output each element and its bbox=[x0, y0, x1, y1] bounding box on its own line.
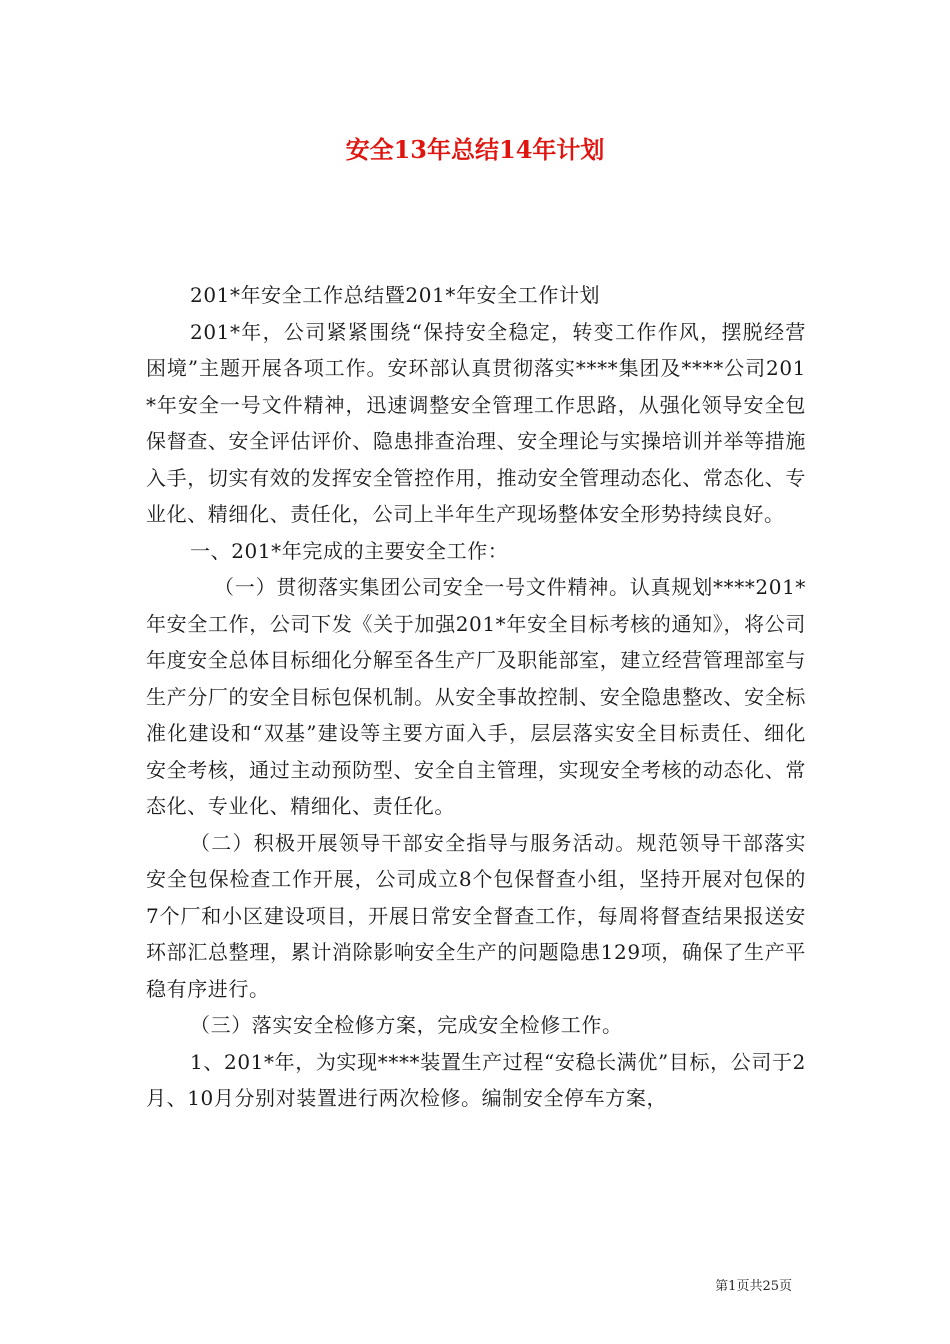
subtitle-paragraph: 201*年安全工作总结暨201*年安全工作计划 bbox=[190, 283, 601, 307]
document-body bbox=[146, 277, 806, 1117]
section-item-3-1: 1、201*年，为实现****装置生产过程“安稳长满优”目标，公司于2月、10月分别对装置进行两次检修。编制安全停车方案， bbox=[146, 1049, 806, 1110]
section-heading: 一、201*年完成的主要安全工作： bbox=[190, 538, 509, 563]
page-number: 第1页共25页 bbox=[715, 1279, 792, 1294]
document-title: 安全13年总结14年计划 bbox=[345, 135, 605, 164]
intro-paragraph: 201*年，公司紧紧围绕“保持安全稳定，转变工作作风，摆脱经营困境”主题开展各项工作。安环部认真贯彻落实****集团及****公司201*年安全一号文件精神，迅速调整安全管理工作思路，从强化领导安全包保督查、安全评估评价、隐患排查治理、安全理论与实操培训并举等措施入手，切实有效的发挥安全管控作用，推动安全管理动态化、常态化、专业化、精细化、责任化，公司上半年生产现场整体安全形势持续良好。 bbox=[146, 319, 806, 526]
section-item-1: （一）贯彻落实集团公司安全一号文件精神。认真规划****201*年安全工作，公司下发《关于加强201*年安全目标考核的通知》，将公司年度安全总体目标细化分解至各生产厂及职能部室，建立经营管理部室与生产分厂的安全目标包保机制。从安全事故控制、安全隐患整改、安全标准化建设和“双基”建设等主要方面入手，层层落实安全目标责任、细化安全考核，通过主动预防型、安全自主管理，实现安全考核的动态化、常态化、专业化、精细化、责任化。 bbox=[146, 575, 806, 818]
section-item-2: （二）积极开展领导干部安全指导与服务活动。规范领导干部落实安全包保检查工作开展，公司成立8个包保督查小组，坚持开展对包保的7个厂和小区建设项目，开展日常安全督查工作，每周将督查结果报送安环部汇总整理，累计消除影响安全生产的问题隐患129项，确保了生产平稳有序进行。 bbox=[146, 830, 806, 1001]
section-item-3: （三）落实安全检修方案，完成安全检修工作。 bbox=[190, 1013, 623, 1037]
